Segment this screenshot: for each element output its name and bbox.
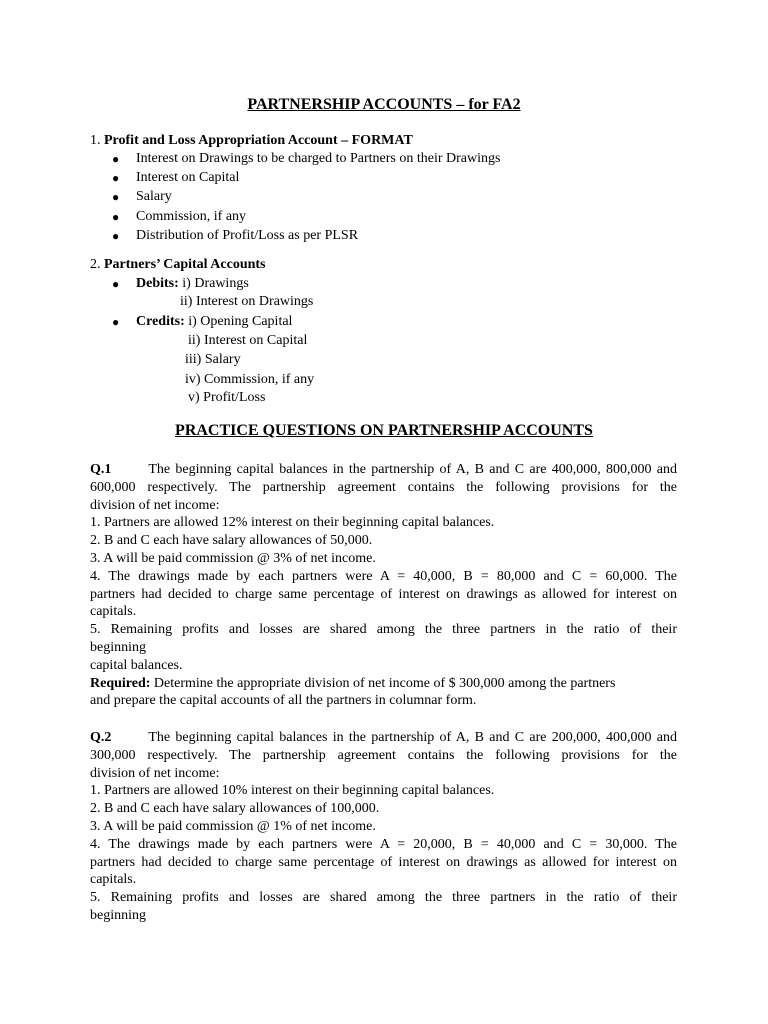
question-2-point: 2. B and C each have salary allowances of 100,000. [90, 801, 380, 817]
bullet-icon: ● [112, 315, 120, 329]
question-1-text: The beginning capital balances in the partnership of A, B and C are 400,000, 800,000 and [148, 462, 677, 477]
section1-item: Interest on Drawings to be charged to Partners on their Drawings [136, 151, 501, 166]
question-1-line1 [90, 461, 677, 479]
question-1-point: 5. Remaining profits and losses are shared among the three partners in the ratio of their [90, 622, 677, 638]
bullet-icon: ● [112, 152, 120, 166]
credits-label: Credits: [136, 314, 185, 329]
bullet-icon: ● [112, 171, 120, 185]
question-2-point: 3. A will be paid commission @ 1% of net income. [90, 818, 376, 834]
question-1-point: 2. B and C each have salary allowances of 50,000. [90, 533, 373, 549]
question-2-point: beginning [90, 907, 146, 923]
section1-heading [90, 132, 413, 150]
debits-label: Debits: [136, 276, 179, 291]
document-title: PARTNERSHIP ACCOUNTS – for FA2 [247, 96, 521, 113]
credit-item: iv) Commission, if any [185, 372, 315, 387]
question-1-text: division of net income: [90, 497, 220, 513]
section1-item: Salary [136, 189, 172, 204]
question-2-point: capitals. [90, 872, 137, 888]
question-2-text: 300,000 respectively. The partnership agreement contains the following provisions for the [90, 747, 677, 763]
debits-line [136, 275, 249, 293]
section1-item: Commission, if any [136, 209, 247, 224]
question-2-label: Q.2 [90, 730, 112, 745]
section2-title: Partners’ Capital Accounts [104, 257, 266, 272]
section1-title: Profit and Loss Appropriation Account – FORMAT [104, 133, 413, 148]
question-2-line1 [90, 729, 677, 747]
question-1-point: capitals. [90, 604, 137, 620]
bullet-icon: ● [112, 190, 120, 204]
question-1-point: capital balances. [90, 657, 183, 673]
question-1-label: Q.1 [90, 462, 112, 477]
debit-item: ii) Interest on Drawings [180, 294, 314, 309]
question-2 [90, 729, 677, 925]
debit-item: i) Drawings [182, 276, 249, 291]
credit-item: v) Profit/Loss [188, 390, 266, 405]
question-2-point: partners had decided to charge same percentage of interest on drawings as allowed for interest on [90, 854, 677, 870]
bullet-icon: ● [112, 210, 120, 224]
bullet-icon: ● [112, 229, 120, 243]
question-1-point: beginning [90, 639, 146, 655]
question-1-point: partners had decided to charge same percentage of interest on drawings as allowed for interest on [90, 586, 677, 602]
question-1 [90, 461, 677, 710]
question-1-point: 3. A will be paid commission @ 3% of net income. [90, 550, 376, 566]
question-1-point: 4. The drawings made by each partners were A = 40,000, B = 80,000 and C = 60,000. The [90, 568, 677, 584]
section1-item: Distribution of Profit/Loss as per PLSR [136, 228, 359, 243]
section2-heading [90, 256, 266, 274]
question-2-point: 4. The drawings made by each partners were A = 20,000, B = 40,000 and C = 30,000. The [90, 836, 677, 852]
question-1-point: 1. Partners are allowed 12% interest on their beginning capital balances. [90, 515, 495, 531]
question-2-text: division of net income: [90, 765, 220, 781]
section2-number: 2. [90, 257, 101, 272]
credit-item: i) Opening Capital [188, 314, 293, 329]
practice-questions-title: PRACTICE QUESTIONS ON PARTNERSHIP ACCOUNTS [175, 422, 593, 439]
section1-item: Interest on Capital [136, 170, 240, 185]
section1-number: 1. [90, 133, 101, 148]
question-2-point: 5. Remaining profits and losses are shared among the three partners in the ratio of their [90, 890, 677, 906]
question-2-point: 1. Partners are allowed 10% interest on their beginning capital balances. [90, 783, 495, 799]
question-2-text: The beginning capital balances in the partnership of A, B and C are 200,000, 400,000 and [148, 730, 677, 745]
bullet-icon: ● [112, 277, 120, 291]
required-text: and prepare the capital accounts of all the partners in columnar form. [90, 693, 477, 709]
question-1-text: 600,000 respectively. The partnership agreement contains the following provisions for the [90, 479, 677, 495]
credits-line [136, 313, 292, 331]
question-1-required [90, 675, 677, 693]
credit-item: ii) Interest on Capital [188, 333, 308, 348]
required-text: Determine the appropriate division of net income of $ 300,000 among the partners [150, 675, 616, 691]
credit-item: iii) Salary [185, 352, 241, 367]
required-label: Required: [90, 675, 151, 691]
